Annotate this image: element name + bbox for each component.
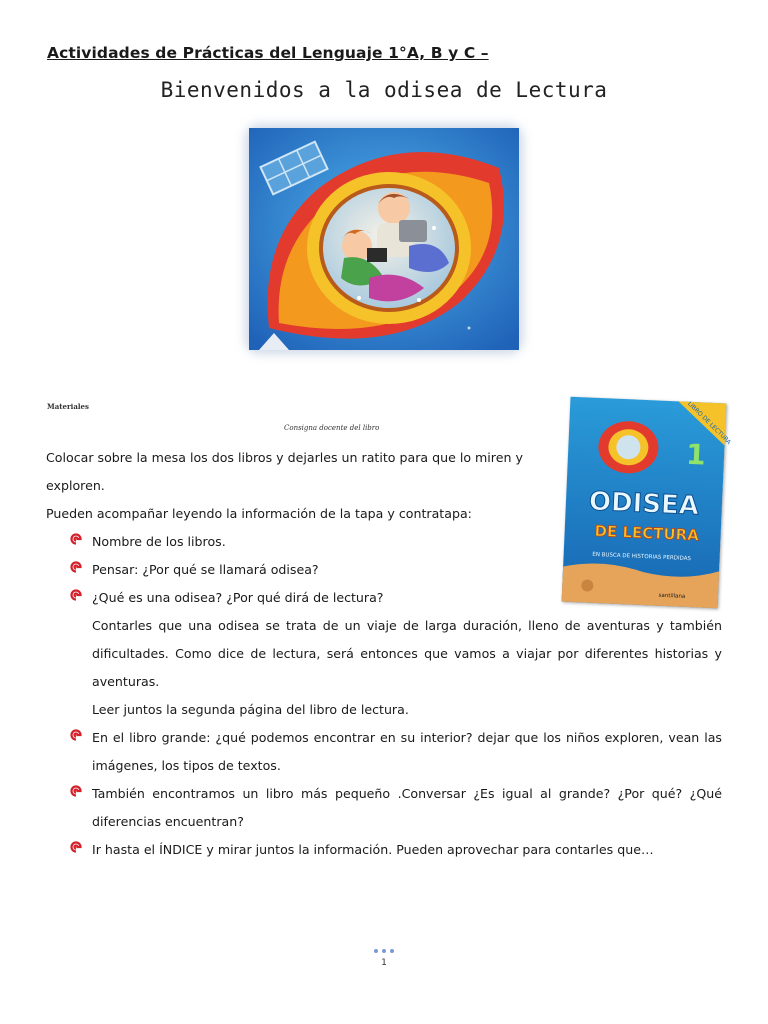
list-item-text: Pensar: ¿Por qué se llamará odisea? [92, 562, 319, 577]
spiral-bullet-icon [70, 785, 82, 797]
cover-title-line1: ODISEA [588, 486, 700, 522]
list-item-text: Nombre de los libros. [92, 534, 226, 549]
materials-label: Materiales [47, 402, 89, 411]
cover-tagline: EN BUSCA DE HISTORIAS PERDIDAS [592, 551, 692, 563]
list-item [46, 724, 722, 780]
activity-header-title: Actividades de Prácticas del Lenguaje 1°A, B y C – [47, 44, 489, 62]
odyssey-explanation: Contarles que una odisea se trata de un viaje de larga duración, lleno de aventuras y también dificultades. Como dice de lectura, será entonces que vamos a viajar por diferentes historias y aventuras. [92, 618, 722, 689]
list-item [46, 556, 722, 584]
list-item [46, 528, 722, 556]
spiral-bullet-icon [70, 841, 82, 853]
cover-number: 1 [685, 437, 707, 472]
cover-title-line2: DE LECTURA [594, 521, 700, 545]
cover-publisher: santillana [658, 592, 686, 600]
activity-body [46, 444, 722, 864]
rocket-illustration-svg [249, 128, 519, 350]
list-item [46, 836, 722, 864]
list-item-text: En el libro grande: ¿qué podemos encontrar en su interior? dejar que los niños exploren, vean las imágenes, los tipos de textos. [92, 730, 722, 773]
spiral-bullet-icon [70, 533, 82, 545]
list-item-text: También encontramos un libro más pequeño .Conversar ¿Es igual al grande? ¿Por qué? ¿Qué diferencias encuentran? [92, 786, 722, 829]
page-dots-decoration [374, 949, 394, 953]
spiral-bullet-icon [70, 729, 82, 741]
list-item [46, 780, 722, 836]
teacher-note-label: Consigna docente del libro [284, 424, 380, 432]
page-number: 1 [381, 958, 387, 968]
list-item [46, 584, 722, 612]
spiral-bullet-icon [70, 589, 82, 601]
spiral-bullet-icon [70, 561, 82, 573]
activity-list [46, 528, 722, 612]
intro-paragraph-2: Pueden acompañar leyendo la información de la tapa y contratapa: [46, 506, 472, 521]
reading-note: Leer juntos la segunda página del libro de lectura. [92, 702, 409, 717]
page-title: Bienvenidos a la odisea de Lectura [160, 78, 608, 102]
list-item-text: Ir hasta el ÍNDICE y mirar juntos la información. Pueden aprovechar para contarles que… [92, 842, 654, 857]
rocket-kids-illustration [249, 128, 519, 350]
intro-paragraph: Colocar sobre la mesa los dos libros y dejarles un ratito para que lo miren y exploren. [46, 450, 523, 493]
list-item-text: ¿Qué es una odisea? ¿Por qué dirá de lectura? [92, 590, 384, 605]
cover-badge: LIBRO DE LECTURA [686, 400, 733, 446]
page-number-footer [0, 938, 768, 968]
activity-list-2 [46, 724, 722, 864]
